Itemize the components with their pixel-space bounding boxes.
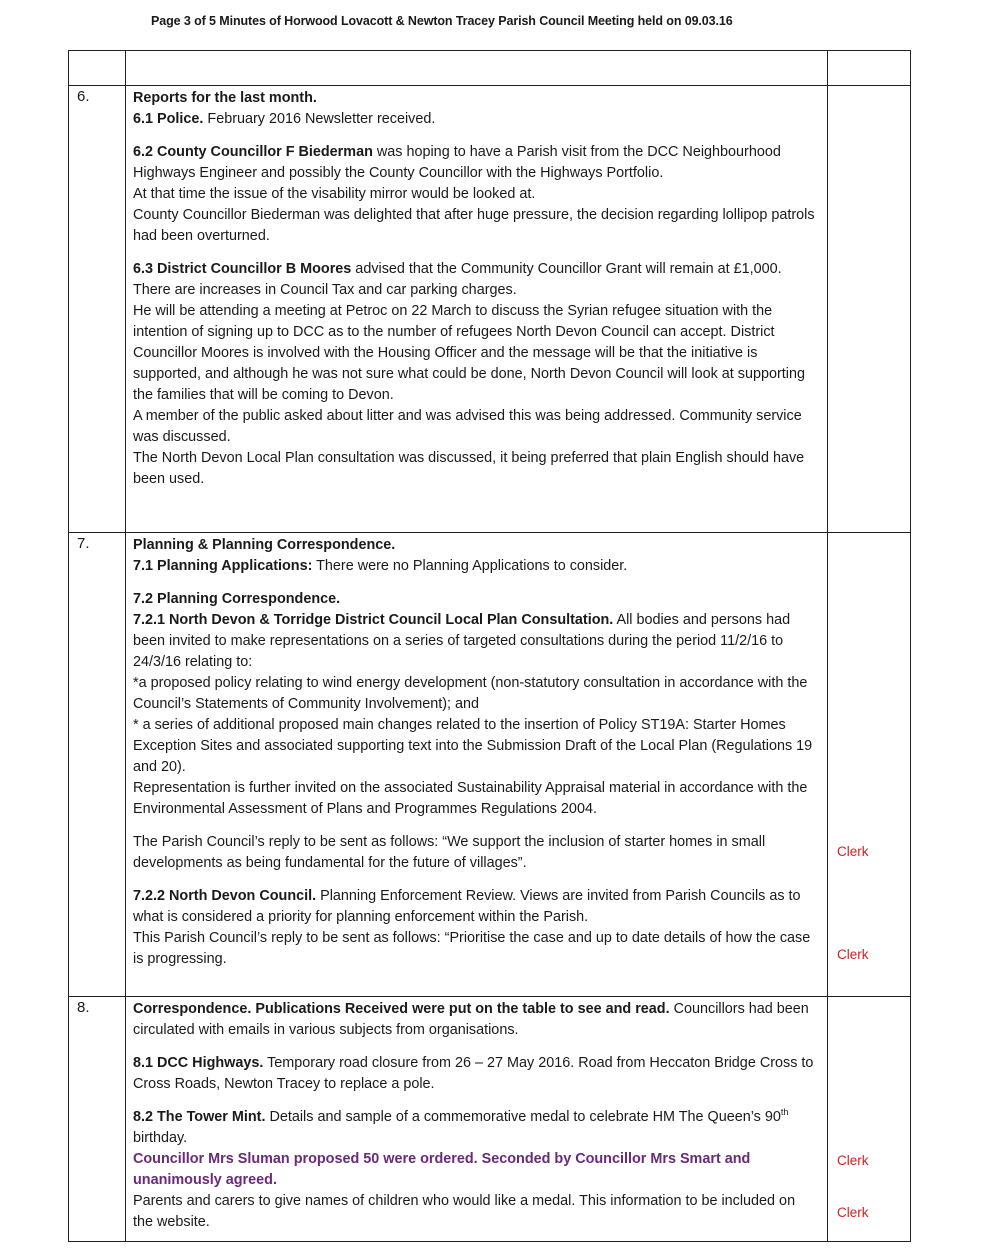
- item-text: This Parish Council’s reply to be sent as follows: “Prioritise the case and up to date details of how the case is progressing.: [133, 930, 811, 967]
- item-text: County Councillor Biederman was delighted that after huge pressure, the decision regarding lollipop patrols had been overturned.: [133, 207, 815, 244]
- subheading: 6.2 County Councillor F Biederman: [133, 144, 373, 160]
- item-text: Parents and carers to give names of children who would like a medal. This information to be included on the website.: [133, 1193, 796, 1230]
- subheading: 7.2 Planning Correspondence.: [133, 591, 341, 607]
- item-text: February 2016 Newsletter received.: [203, 111, 436, 127]
- superscript: th: [780, 1107, 789, 1118]
- item-number: 8.: [69, 997, 126, 1242]
- item-text: There were no Planning Applications to consider.: [312, 558, 628, 574]
- action-clerk: Clerk: [837, 1153, 869, 1168]
- item-number: 7.: [69, 533, 126, 997]
- subheading: 8.2 The Tower Mint.: [133, 1109, 266, 1125]
- action-cell: [828, 533, 911, 997]
- subheading: 7.1 Planning Applications:: [133, 558, 313, 574]
- bullet-text: *a proposed policy relating to wind energy development (non-statutory consultation in accordance with the Council’s Statements of Community Involvement); and: [133, 675, 808, 712]
- minutes-table: [68, 50, 911, 1242]
- item-body: [126, 533, 828, 997]
- item-text: advised that the Community Councillor Grant will remain at £1,000.: [351, 261, 782, 277]
- item-text: Temporary road closure from 26 – 27 May 2016. Road from Heccaton Bridge Cross to Cross Roads, Newton Tracey to replace a pole.: [133, 1055, 814, 1092]
- action-clerk: Clerk: [837, 947, 869, 962]
- action-cell: [828, 86, 911, 533]
- action-clerk: Clerk: [837, 844, 869, 859]
- item-number: 6.: [69, 86, 126, 533]
- item-heading: Correspondence. Publications Received were put on the table to see and read.: [133, 1001, 670, 1017]
- bullet-text: * a series of additional proposed main changes related to the insertion of Policy ST19A: Starter Homes Exception Sites and associated supporting text into the Submission Draft of the Local Plan (Regulations 19 and 20).: [133, 717, 813, 775]
- item-row-8: [69, 997, 911, 1242]
- item-text: A member of the public asked about litter and was advised this was being addressed. Community service was discussed.: [133, 408, 802, 445]
- item-heading: Planning & Planning Correspondence.: [133, 537, 396, 553]
- item-text: He will be attending a meeting at Petroc on 22 March to discuss the Syrian refugee situation with the intention of signing up to DCC as to the number of refugees North Devon Council can accept. District Councillor Moores is involved with the Housing Officer and the message will be that the initiative is supported, and although he was not sure what could be done, North Devon Council will look at supporting the families that will be coming to Devon.: [133, 303, 805, 403]
- item-text: was hoping to have a Parish visit from the DCC Neighbourhood Highways Engineer and possibly the County Councillor with the Highways Portfolio.: [133, 144, 781, 181]
- subheading: 6.3 District Councillor B Moores: [133, 261, 352, 277]
- item-text: The Parish Council’s reply to be sent as follows: “We support the inclusion of starter homes in small developments as being fundamental for the future of villages”.: [133, 834, 766, 871]
- item-text: The North Devon Local Plan consultation was discussed, it being preferred that plain English should have been used.: [133, 450, 805, 487]
- page-header: Page 3 of 5 Minutes of Horwood Lovacott & Newton Tracey Parish Council Meeting held on 09.03.16: [151, 14, 733, 28]
- item-text: Councillors had been circulated with emails in various subjects from organisations.: [133, 1001, 809, 1038]
- item-text: All bodies and persons had been invited to make representations on a series of targeted consultations during the period 11/2/16 to 24/3/16 relating to:: [133, 612, 791, 670]
- item-text: At that time the issue of the visability mirror would be looked at.: [133, 186, 536, 202]
- item-row-6: [69, 86, 911, 533]
- item-text: Representation is further invited on the associated Sustainability Appraisal material in accordance with the Environmental Assessment of Plans and Programmes Regulations 2004.: [133, 780, 808, 817]
- item-text: Planning Enforcement Review. Views are invited from Parish Councils as to what is considered a priority for planning enforcement within the Parish.: [133, 888, 801, 925]
- subheading: 8.1 DCC Highways.: [133, 1055, 264, 1071]
- item-body: [126, 997, 828, 1242]
- subheading: 7.2.1 North Devon & Torridge District Council Local Plan Consultation.: [133, 612, 614, 628]
- action-clerk: Clerk: [837, 1205, 869, 1220]
- action-cell: [828, 997, 911, 1242]
- resolution-text: Councillor Mrs Sluman proposed 50 were ordered. Seconded by Councillor Mrs Smart and unanimously agreed.: [133, 1151, 751, 1188]
- item-text: birthday.: [133, 1130, 188, 1146]
- item-row-7: [69, 533, 911, 997]
- subheading: 7.2.2 North Devon Council.: [133, 888, 317, 904]
- item-heading: Reports for the last month.: [133, 90, 317, 106]
- subheading: 6.1 Police.: [133, 111, 204, 127]
- blank-row: [69, 51, 911, 86]
- item-body: [126, 86, 828, 533]
- item-text: Details and sample of a commemorative medal to celebrate HM The Queen’s 90: [265, 1109, 781, 1125]
- item-text: There are increases in Council Tax and car parking charges.: [133, 282, 517, 298]
